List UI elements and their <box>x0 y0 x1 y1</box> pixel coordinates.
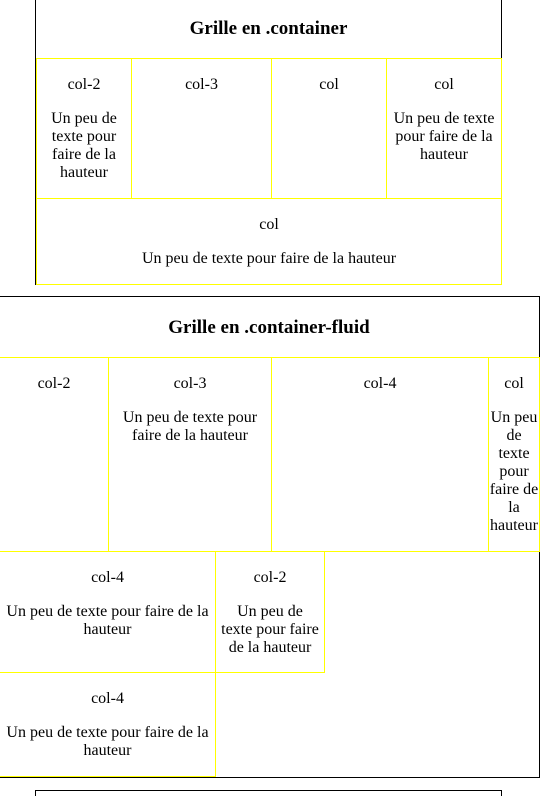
grid-cell-col <box>488 357 540 552</box>
section-title: Grille en .container-fluid <box>168 317 370 338</box>
cell-label: col-2 <box>253 569 287 586</box>
cell-text: Un peu de texte pour faire de la hauteur <box>489 409 539 534</box>
cell-label: col-3 <box>173 375 207 392</box>
grid-cell-col <box>386 58 502 199</box>
cell-label: col <box>434 76 454 93</box>
grid-cell-col-full <box>36 198 502 285</box>
cell-label: col-4 <box>91 569 124 586</box>
cell-label: col-2 <box>67 76 101 93</box>
grid-cell-col-2 <box>36 58 132 199</box>
cell-text: Un peu de texte pour faire de la hauteur <box>6 724 209 759</box>
grid-cell-col-3 <box>108 357 272 552</box>
cell-label: col <box>504 375 524 392</box>
grid-cell-col-4 <box>0 672 216 777</box>
cell-text: Un peu de texte pour faire de la hauteur <box>51 110 117 181</box>
cell-text: Un peu de texte pour faire de la hauteur <box>393 110 495 163</box>
grid-cell-col-2 <box>0 357 109 552</box>
cell-label: col <box>259 216 279 233</box>
next-section-edge <box>35 790 502 796</box>
grid-cell-col-4 <box>0 551 216 673</box>
grid-cell-col <box>271 58 387 199</box>
grid-cell-col-3 <box>131 58 272 199</box>
section-title: Grille en .container <box>189 18 348 39</box>
cell-label: col-4 <box>91 690 124 707</box>
cell-text: Un peu de texte pour faire de la hauteur <box>122 409 258 444</box>
grid-cell-col-2 <box>215 551 325 673</box>
cell-text: Un peu de texte pour faire de la hauteur <box>141 250 397 267</box>
cell-text: Un peu de texte pour faire de la hauteur <box>221 603 319 656</box>
cell-label: col-2 <box>37 375 71 392</box>
cell-text: Un peu de texte pour faire de la hauteur <box>6 603 209 638</box>
cell-label: col-4 <box>363 375 397 392</box>
cell-label: col-3 <box>185 76 218 93</box>
cell-label: col <box>319 76 339 93</box>
grid-cell-col-4 <box>271 357 489 552</box>
